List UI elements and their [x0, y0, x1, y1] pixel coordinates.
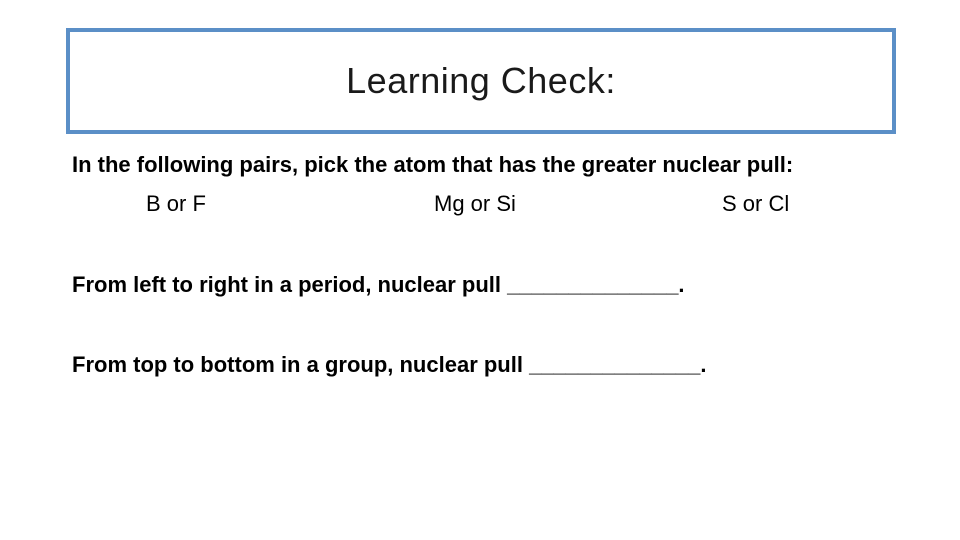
atom-pair-3: S or Cl: [722, 191, 790, 216]
atom-pair-2: Mg or Si: [434, 191, 516, 216]
period-trend-prompt: From left to right in a period, nuclear pull ______________.: [72, 272, 685, 297]
group-trend-prompt: From top to bottom in a group, nuclear pull ______________.: [72, 352, 707, 377]
instruction-text: In the following pairs, pick the atom that has the greater nuclear pull:: [72, 152, 794, 177]
slide-title: Learning Check:: [346, 60, 616, 101]
atom-pair-1: B or F: [146, 191, 206, 216]
title-box: [66, 28, 896, 134]
